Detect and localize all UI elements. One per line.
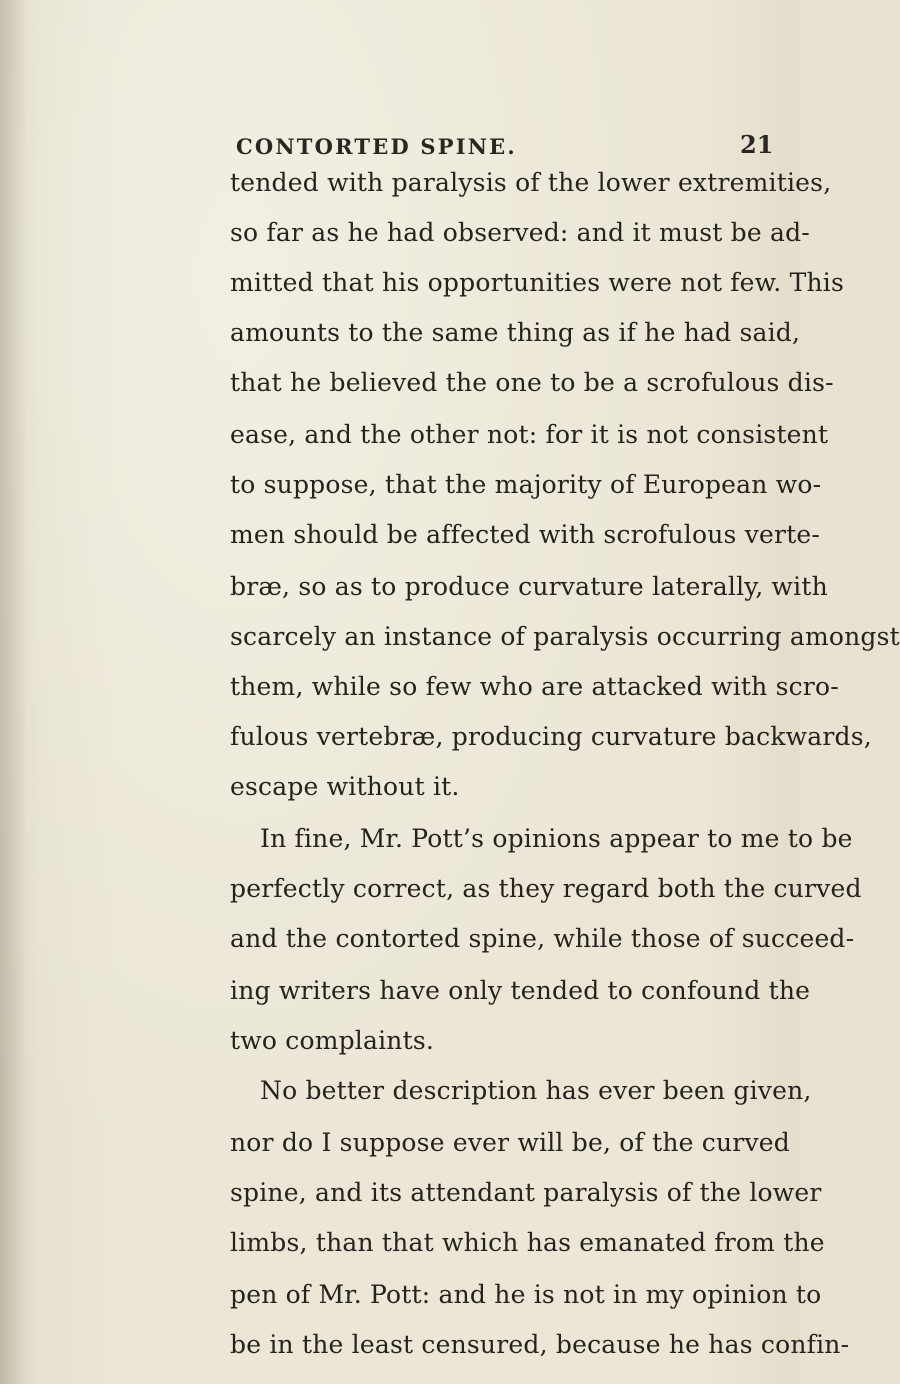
paragraph-first-line: In fine, Mr. Pott’s opinions appear to me to be [260,824,853,853]
text-line: and the contorted spine, while those of succeed- [230,924,855,953]
paragraph-first-line: No better description has ever been given, [260,1076,812,1105]
text-line: scarcely an instance of paralysis occurring amongst [230,622,900,651]
text-line: be in the least censured, because he has confin- [230,1330,850,1359]
text-line: that he believed the one to be a scrofulous dis- [230,368,834,397]
text-line: nor do I suppose ever will be, of the curved [230,1128,790,1157]
text-line: bræ, so as to produce curvature laterally, with [230,572,828,601]
text-line: limbs, than that which has emanated from the [230,1228,825,1257]
text-line: fulous vertebræ, producing curvature backwards, [230,722,872,751]
page-number: 21 [740,130,774,159]
text-line: two complaints. [230,1026,435,1055]
text-line: to suppose, that the majority of European wo- [230,470,822,499]
text-line: amounts to the same thing as if he had said, [230,318,801,347]
text-line: perfectly correct, as they regard both the curved [230,874,862,903]
running-head: CONTORTED SPINE. [236,134,517,159]
text-line: ease, and the other not: for it is not consistent [230,420,829,449]
text-line: pen of Mr. Pott: and he is not in my opinion to [230,1280,822,1309]
text-line: tended with paralysis of the lower extremities, [230,168,832,197]
text-line: men should be affected with scrofulous verte- [230,520,821,549]
text-line: them, while so few who are attacked with scro- [230,672,839,701]
text-line: ing writers have only tended to confound the [230,976,811,1005]
text-line: mitted that his opportunities were not few. This [230,268,844,297]
text-line: spine, and its attendant paralysis of the lower [230,1178,822,1207]
text-line: so far as he had observed: and it must be ad- [230,218,810,247]
text-line: escape without it. [230,772,460,801]
